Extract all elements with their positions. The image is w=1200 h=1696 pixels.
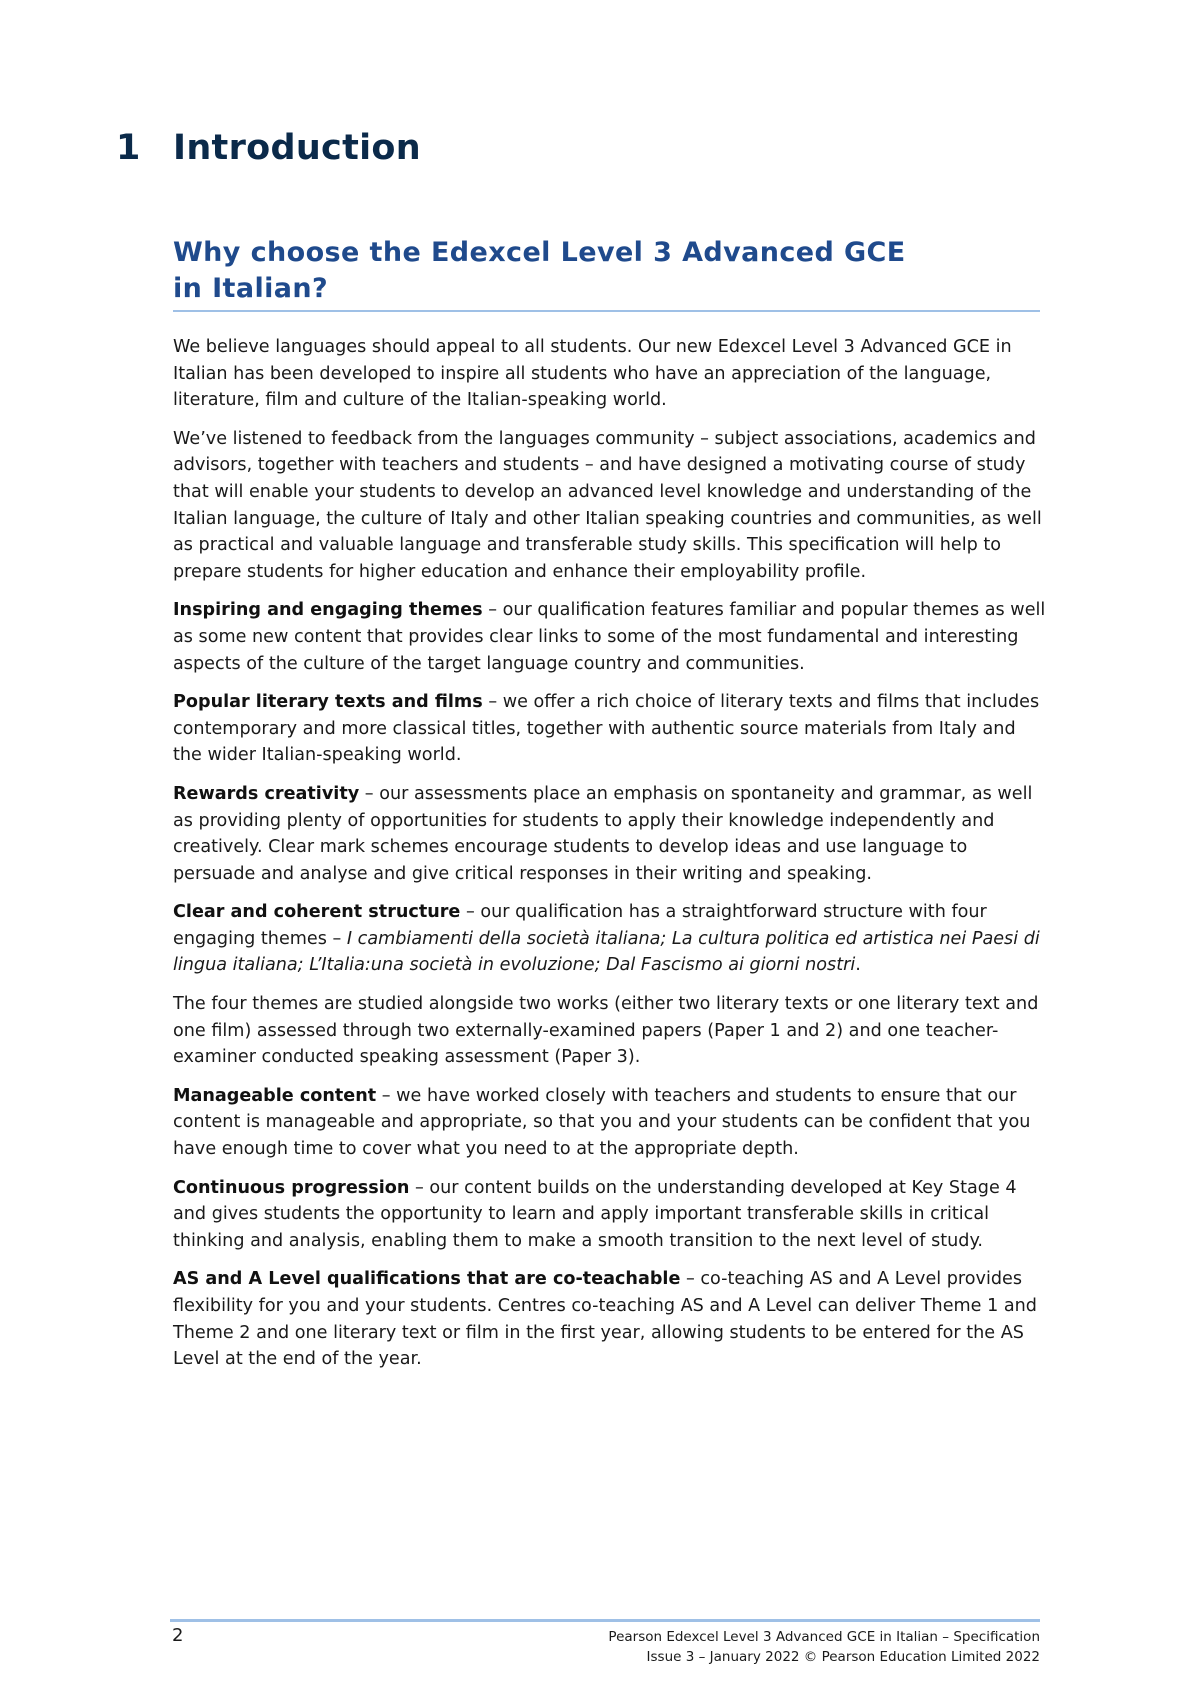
texts-films-heading: Popular literary texts and films [173,692,483,713]
coteach-text: – co-teaching AS and A Level provides flexibility for you and your students. Centres co-teaching AS and A Level can deliver Theme 1 and Theme 2 and one literary text or film in the first year, allowing students to be entered for the AS Level at the end of the year. [173,1269,1037,1370]
texts-films-text: – we offer a rich choice of literary texts and films that includes contemporary and more classical titles, together with authentic source materials from Italy and the wider Italian-speaking world. [173,692,1040,766]
structure-text: – our qualification has a straightforward structure with four engaging themes – [173,902,987,949]
paragraph-texts-films [173,689,1048,769]
paragraph-themes [173,597,1048,677]
section-divider [173,310,1040,312]
paragraph-feedback: We’ve listened to feedback from the languages community – subject associations, academics and advisors, together with teachers and students – and have designed a motivating course of study that will enable your students to develop an advanced level knowledge and understanding of the Italian language, the culture of Italy and other Italian speaking countries and communities, as well as practical and valuable language and transferable study skills. This specification will help to prepare students for higher education and enhance their employability profile. [173,428,1042,582]
section-heading-line2: in Italian? [173,273,329,304]
section-heading [173,235,1043,307]
creativity-heading: Rewards creativity [173,783,360,804]
footer-divider [170,1619,1040,1622]
paragraph-progression [173,1175,1048,1255]
chapter-number: 1 [116,128,141,168]
paragraph-creativity [173,781,1048,887]
progression-heading: Continuous progression [173,1177,410,1198]
manageable-heading: Manageable content [173,1085,377,1106]
structure-heading: Clear and coherent structure [173,902,461,923]
paragraph-manageable [173,1083,1048,1163]
coteach-heading: AS and A Level qualifications that are co-teachable [173,1269,681,1290]
themes-text: – our qualification features familiar and popular themes as well as some new content that provides clear links to some of the most fundamental and interesting aspects of the culture of the target language country and communities. [173,600,1046,674]
paragraph-structure [173,899,1048,979]
paragraph-four-themes: The four themes are studied alongside two works (either two literary texts or one literary text and one film) assessed through two externally-examined papers (Paper 1 and 2) and one teacher-examiner conducted speaking assessment (Paper 3). [173,994,1039,1068]
footer-line2: Issue 3 – January 2022 © Pearson Education Limited 2022 [646,1649,1040,1665]
footer-info [608,1627,1040,1667]
body-text [173,334,1048,1385]
manageable-text: – we have worked closely with teachers and students to ensure that our content is manageable and appropriate, so that you and your students can be confident that you have enough time to cover what you need to at the appropriate depth. [173,1085,1031,1160]
section-heading-line1: Why choose the Edexcel Level 3 Advanced GCE [173,237,906,268]
page-number: 2 [172,1625,184,1646]
chapter-title [116,128,421,168]
creativity-text: – our assessments place an emphasis on spontaneity and grammar, as well as providing plenty of opportunities for students to apply their knowledge independently and creatively. Clear mark schemes encourage students to develop ideas and use language to persuade and analyse and give critical responses in their writing and speaking. [173,783,1033,884]
progression-text: – our content builds on the understanding developed at Key Stage 4 and gives students the opportunity to learn and apply important transferable skills in critical thinking and analysis, enabling them to make a smooth transition to the next level of study. [173,1177,1017,1251]
chapter-title-text: Introduction [173,128,421,168]
themes-heading: Inspiring and engaging themes [173,600,483,621]
structure-themes-italic: I cambiamenti della società italiana; La cultura politica ed artistica nei Paesi di lingua italiana; L’Italia:una società in evoluzione; Dal Fascismo ai giorni nostri [173,928,1040,976]
structure-end: . [855,955,861,976]
footer-line1: Pearson Edexcel Level 3 Advanced GCE in Italian – Specification [608,1629,1040,1645]
paragraph-coteach [173,1266,1048,1372]
paragraph-intro: We believe languages should appeal to all students. Our new Edexcel Level 3 Advanced GCE in Italian has been developed to inspire all students who have an appreciation of the language, literature, film and culture of the Italian-speaking world. [173,337,1012,411]
